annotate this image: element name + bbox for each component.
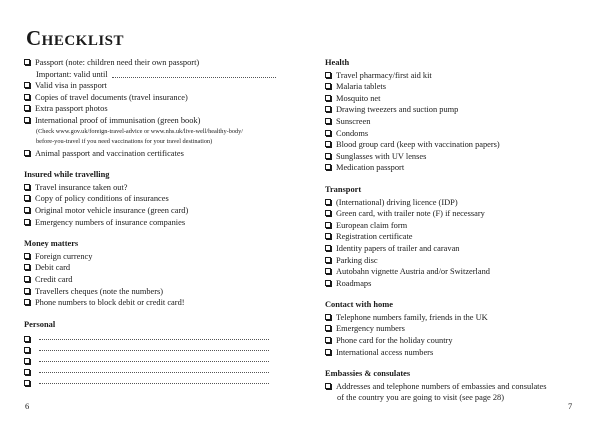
write-in-line[interactable]: [112, 69, 276, 78]
checklist-item: [24, 193, 286, 205]
page-number-left: 6: [25, 401, 30, 411]
checklist-item: [24, 286, 286, 298]
checkbox-icon[interactable]: [325, 72, 331, 78]
checkbox-icon[interactable]: [325, 118, 331, 124]
checkbox-icon[interactable]: [325, 199, 331, 205]
checkbox-icon[interactable]: [24, 105, 30, 111]
item-label: Phone card for the holiday country: [336, 336, 453, 346]
item-label: Autobahn vignette Austria and/or Switzerland: [336, 267, 490, 277]
checklist-item: [24, 92, 286, 104]
item-label: Animal passport and vaccination certificates: [35, 148, 184, 158]
checklist-item: [325, 335, 585, 347]
checkbox-icon[interactable]: [325, 106, 331, 112]
item-label: Travel insurance taken out?: [35, 182, 128, 192]
blank-checklist-item: [24, 364, 286, 375]
checklist-item: [325, 128, 585, 140]
blank-checklist-item: [24, 342, 286, 353]
checkbox-icon[interactable]: [24, 150, 30, 156]
item-label: Malaria tablets: [336, 82, 386, 92]
transport-section: [325, 184, 585, 289]
checkbox-icon[interactable]: [325, 245, 331, 251]
checklist-item: [24, 103, 286, 115]
checkbox-icon[interactable]: [325, 210, 331, 216]
checkbox-icon[interactable]: [325, 233, 331, 239]
checkbox-icon[interactable]: [325, 153, 331, 159]
write-in-line[interactable]: [39, 331, 269, 340]
checkbox-icon[interactable]: [24, 219, 30, 225]
checkbox-icon[interactable]: [325, 268, 331, 274]
section-heading: Personal: [24, 319, 56, 329]
item-label: Phone numbers to block debit or credit card!: [35, 298, 185, 308]
checklist-item: [24, 251, 286, 263]
checkbox-icon[interactable]: [325, 337, 331, 343]
checkbox-icon[interactable]: [325, 222, 331, 228]
section-heading: Insured while travelling: [24, 170, 110, 180]
checklist-item: [325, 312, 585, 324]
blank-checklist-item: [24, 375, 286, 386]
checklist-item: [325, 255, 585, 267]
checklist-item: [325, 116, 585, 128]
section-heading: Health: [325, 58, 350, 67]
checklist-item: [24, 262, 286, 274]
item-label: European claim form: [336, 220, 408, 230]
item-label: Travellers cheques (note the numbers): [35, 286, 164, 296]
checklist-item: [24, 274, 286, 286]
checklist-item: [24, 297, 286, 309]
page-title: Checklist: [26, 26, 125, 50]
checklist-item: [24, 217, 286, 229]
write-in-line[interactable]: [39, 364, 269, 373]
write-in-line[interactable]: [39, 353, 269, 362]
embassies-section: [325, 368, 585, 404]
item-label: Sunglasses with UV lenses: [336, 151, 427, 161]
checkbox-icon[interactable]: [24, 195, 30, 201]
checkbox-icon[interactable]: [24, 276, 30, 282]
item-label: Telephone numbers family, friends in the UK: [336, 312, 488, 322]
checkbox-icon[interactable]: [325, 141, 331, 147]
checklist-item: [325, 220, 585, 232]
passport-validity-line: [24, 69, 286, 81]
checklist-item: [325, 323, 585, 335]
passport-note: Important: valid until: [36, 69, 108, 79]
item-label: Condoms: [336, 128, 369, 138]
checkbox-icon[interactable]: [24, 82, 30, 88]
checklist-item: [325, 381, 585, 393]
immunisation-note: before-you-travel if you need vaccinations for your travel destination): [36, 138, 213, 146]
money-section: [24, 238, 286, 309]
page-number-right: 7: [568, 401, 573, 411]
checklist-item: [325, 93, 585, 105]
checklist-item: [325, 197, 585, 209]
checklist-item: [325, 151, 585, 163]
checkbox-icon[interactable]: [24, 264, 30, 270]
checkbox-icon[interactable]: [325, 257, 331, 263]
item-label: Emergency numbers of insurance companies: [35, 217, 186, 227]
item-label: Green card, with trailer note (F) if necessary: [336, 209, 485, 219]
checkbox-icon[interactable]: [325, 83, 331, 89]
checklist-item: [325, 278, 585, 290]
checkbox-icon[interactable]: [325, 95, 331, 101]
item-label: Debit card: [35, 263, 71, 273]
checklist-item: [325, 139, 585, 151]
checkbox-icon[interactable]: [24, 336, 30, 342]
checkbox-icon[interactable]: [24, 207, 30, 213]
item-label: Medication passport: [336, 163, 405, 173]
right-column: [325, 57, 585, 414]
section-heading: Transport: [325, 184, 362, 194]
item-label: International proof of immunisation (green book): [35, 115, 201, 125]
checkbox-icon[interactable]: [24, 59, 30, 65]
item-label: Extra passport photos: [35, 104, 108, 114]
item-label: International access numbers: [336, 347, 434, 357]
checkbox-icon[interactable]: [24, 369, 30, 375]
checklist-item: [325, 243, 585, 255]
item-label: Emergency numbers: [336, 324, 405, 334]
checkbox-icon[interactable]: [24, 288, 30, 294]
checklist-item: [24, 148, 286, 160]
item-label: Parking disc: [336, 255, 378, 265]
item-label: Mosquito net: [336, 93, 381, 103]
contact-section: [325, 299, 585, 358]
checkbox-icon[interactable]: [325, 383, 331, 389]
item-label: Copy of policy conditions of insurances: [35, 194, 169, 204]
checkbox-icon[interactable]: [24, 253, 30, 259]
write-in-line[interactable]: [39, 342, 269, 351]
checklist-item: [325, 208, 585, 220]
item-label: Identity papers of trailer and caravan: [336, 243, 460, 253]
section-heading: Embassies & consulates: [325, 369, 411, 379]
checkbox-icon[interactable]: [325, 164, 331, 170]
checklist-item: [325, 104, 585, 116]
checkbox-icon[interactable]: [24, 380, 30, 386]
general-section: [24, 57, 286, 159]
checklist-item: [325, 81, 585, 93]
checklist-item: [325, 162, 585, 174]
checkbox-icon[interactable]: [325, 325, 331, 331]
item-label: (International) driving licence (IDP): [336, 197, 458, 207]
checklist-item: [325, 231, 585, 243]
item-label: Registration certificate: [336, 232, 413, 242]
item-label: Credit card: [35, 274, 73, 284]
item-label: Passport (note: children need their own passport): [35, 58, 200, 67]
checklist-item: [325, 347, 585, 359]
checklist-item: [24, 57, 286, 69]
checkbox-icon[interactable]: [325, 349, 331, 355]
checkbox-icon[interactable]: [325, 314, 331, 320]
checkbox-icon[interactable]: [24, 184, 30, 190]
item-label: Valid visa in passport: [35, 81, 107, 91]
blank-checklist-item: [24, 353, 286, 364]
checkbox-icon[interactable]: [24, 347, 30, 353]
personal-section: [24, 319, 286, 387]
item-label: Travel pharmacy/first aid kit: [336, 70, 432, 80]
checkbox-icon[interactable]: [325, 280, 331, 286]
checklist-item: [325, 266, 585, 278]
item-label: Addresses and telephone numbers of embassies and consulates: [336, 381, 547, 391]
item-label: Foreign currency: [35, 251, 93, 261]
checklist-item: [325, 70, 585, 82]
item-label: Copies of travel documents (travel insurance): [35, 92, 188, 102]
write-in-line[interactable]: [39, 375, 269, 384]
checklist-item: [24, 182, 286, 194]
item-label: Sunscreen: [336, 116, 371, 126]
checklist-item: [24, 115, 286, 127]
checkbox-icon[interactable]: [24, 94, 30, 100]
checkbox-icon[interactable]: [24, 358, 30, 364]
checkbox-icon[interactable]: [24, 299, 30, 305]
checklist-item: [24, 80, 286, 92]
section-heading: Contact with home: [325, 300, 393, 310]
health-section: [325, 57, 585, 174]
item-label: Drawing tweezers and suction pump: [336, 105, 459, 115]
section-heading: Money matters: [24, 239, 79, 249]
checkbox-icon[interactable]: [24, 117, 30, 123]
insured-section: [24, 169, 286, 228]
item-label-continued: of the country you are going to visit (see page 28): [337, 393, 504, 403]
left-column: [24, 57, 286, 396]
immunisation-note: (Check www.gov.uk/foreign-travel-advice or www.nhs.uk/live-well/healthy-body/: [36, 127, 244, 135]
blank-checklist-item: [24, 331, 286, 342]
item-label: Original motor vehicle insurance (green card): [35, 205, 189, 215]
item-label: Roadmaps: [336, 278, 372, 288]
checklist-item: [24, 205, 286, 217]
item-label: Blood group card (keep with vaccination papers): [336, 140, 500, 150]
checkbox-icon[interactable]: [325, 130, 331, 136]
